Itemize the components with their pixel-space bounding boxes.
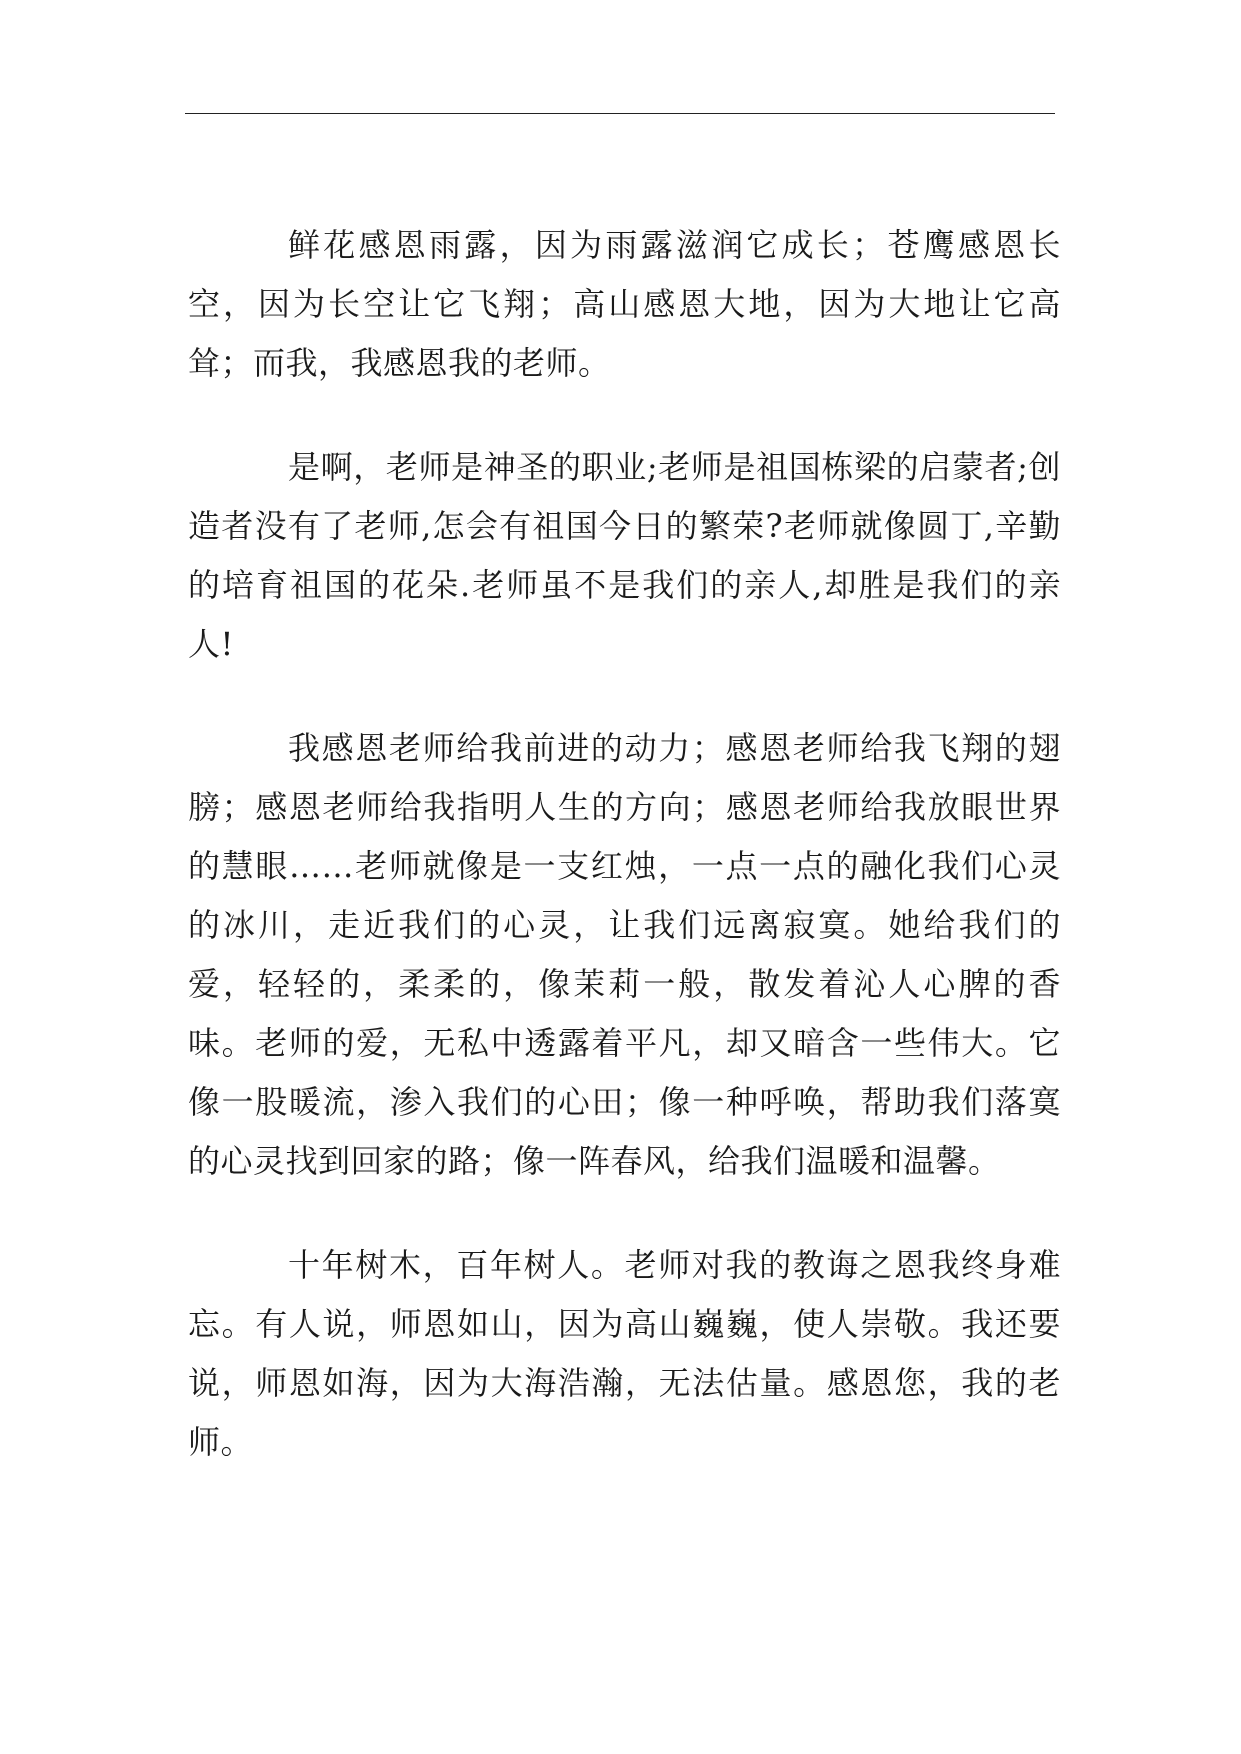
paragraph-3: 我感恩老师给我前进的动力；感恩老师给我飞翔的翅膀；感恩老师给我指明人生的方向；感恩老师给我放眼世界的慧眼……老师就像是一支红烛，一点一点的融化我们心灵的冰川，走近我们的心灵，让我们远离寂寞。她给我们的爱，轻轻的，柔柔的，像茉莉一般，散发着沁人心脾的香味。老师的爱，无私中透露着平凡，却又暗含一些伟大。它像一股暖流，渗入我们的心田；像一种呼唤，帮助我们落寞的心灵找到回家的路；像一阵春风，给我们温暖和温馨。 bbox=[188, 729, 1061, 1180]
paragraph-1: 鲜花感恩雨露，因为雨露滋润它成长；苍鹰感恩长空，因为长空让它飞翔；高山感恩大地，因为大地让它高耸；而我，我感恩我的老师。 bbox=[188, 226, 1061, 382]
paragraph-2: 是啊，老师是神圣的职业;老师是祖国栋梁的启蒙者;创造者没有了老师,怎会有祖国今日的繁荣?老师就像圆丁,辛勤的培育祖国的花朵.老师虽不是我们的亲人,却胜是我们的亲人! bbox=[188, 448, 1061, 663]
paragraph-4: 十年树木，百年树人。老师对我的教诲之恩我终身难忘。有人说，师恩如山，因为高山巍巍，使人崇敬。我还要说，师恩如海，因为大海浩瀚，无法估量。感恩您，我的老师。 bbox=[188, 1246, 1061, 1461]
header-rule bbox=[185, 113, 1055, 114]
document-body bbox=[188, 216, 1061, 1472]
